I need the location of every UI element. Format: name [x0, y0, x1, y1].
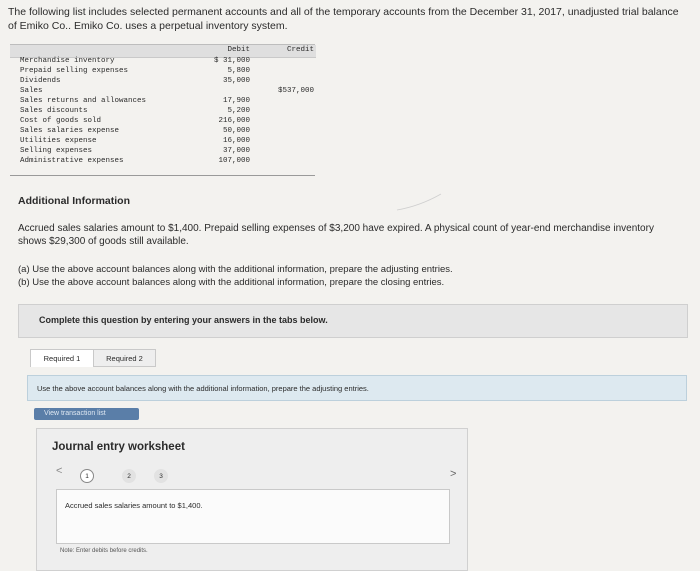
account-name: Sales [20, 87, 43, 95]
tab-required-2[interactable]: Required 2 [94, 349, 156, 367]
debit-value: 37,000 [222, 147, 250, 155]
tab-instruction-bar [27, 375, 687, 401]
debit-value: 16,000 [222, 137, 250, 145]
instructions [18, 263, 678, 289]
account-name: Administrative expenses [20, 157, 124, 165]
credit-value: $537,000 [277, 87, 314, 95]
debit-value: 107,000 [218, 157, 250, 165]
page-3-button[interactable]: 3 [154, 469, 168, 483]
additional-info-title: Additional Information [18, 195, 130, 207]
account-name: Cost of goods sold [20, 117, 102, 125]
tab-required-1[interactable]: Required 1 [30, 349, 94, 367]
debit-value: 35,000 [222, 77, 250, 85]
account-name: Sales discounts [20, 107, 88, 115]
page-1-button[interactable]: 1 [80, 469, 94, 483]
instruction-a: (a) Use the above account balances along with the additional information, prepare the adjusting entries. [18, 264, 453, 275]
account-name: Utilities expense [20, 137, 97, 145]
debit-value: 216,000 [218, 117, 250, 125]
entry-description-text: Accrued sales salaries amount to $1,400. [65, 501, 203, 510]
account-name: Merchandise inventory [20, 57, 115, 65]
debit-value: 50,000 [222, 127, 250, 135]
worksheet-note: Note: Enter debits before credits. [60, 548, 148, 554]
account-name: Sales salaries expense [20, 127, 120, 135]
additional-info-text: Accrued sales salaries amount to $1,400. Prepaid selling expenses of $3,200 have expired. A physical count of year-end merchandise inventory shows $29,300 of goods still available. [18, 223, 654, 247]
debit-value: 5,200 [227, 107, 250, 115]
debit-value: 5,800 [227, 67, 250, 75]
account-name: Selling expenses [20, 147, 93, 155]
worksheet-title: Journal entry worksheet [52, 441, 185, 453]
instruction-b: (b) Use the above account balances along with the additional information, prepare the closing entries. [18, 277, 445, 288]
account-name: Dividends [20, 77, 61, 85]
credit-header: Credit [286, 46, 314, 54]
debit-header: Debit [227, 46, 250, 54]
page-2-button[interactable]: 2 [122, 469, 136, 483]
tab-instruction-text: Use the above account balances along with the additional information, prepare the adjusting entries. [37, 384, 369, 393]
next-arrow-icon[interactable]: > [450, 468, 457, 480]
trial-balance-table [10, 44, 315, 176]
complete-question-text: Complete this question by entering your answers in the tabs below. [39, 315, 328, 325]
previous-arrow-icon[interactable]: < [56, 465, 63, 477]
intro-text: The following list includes selected permanent accounts and all of the temporary accounts from the December 31, 2017, unadjusted trial balance of Emiko Co.. Emiko Co. uses a perpetual inventory system. [8, 6, 679, 32]
view-transaction-list-button[interactable]: View transaction list [34, 408, 139, 420]
debit-value: 17,900 [222, 97, 250, 105]
pen-mark-decoration [395, 192, 443, 212]
account-name: Sales returns and allowances [20, 97, 147, 105]
entry-description-box [56, 489, 450, 544]
debit-value: $ 31,000 [213, 57, 250, 65]
complete-question-bar [18, 304, 688, 338]
account-name: Prepaid selling expenses [20, 67, 129, 75]
